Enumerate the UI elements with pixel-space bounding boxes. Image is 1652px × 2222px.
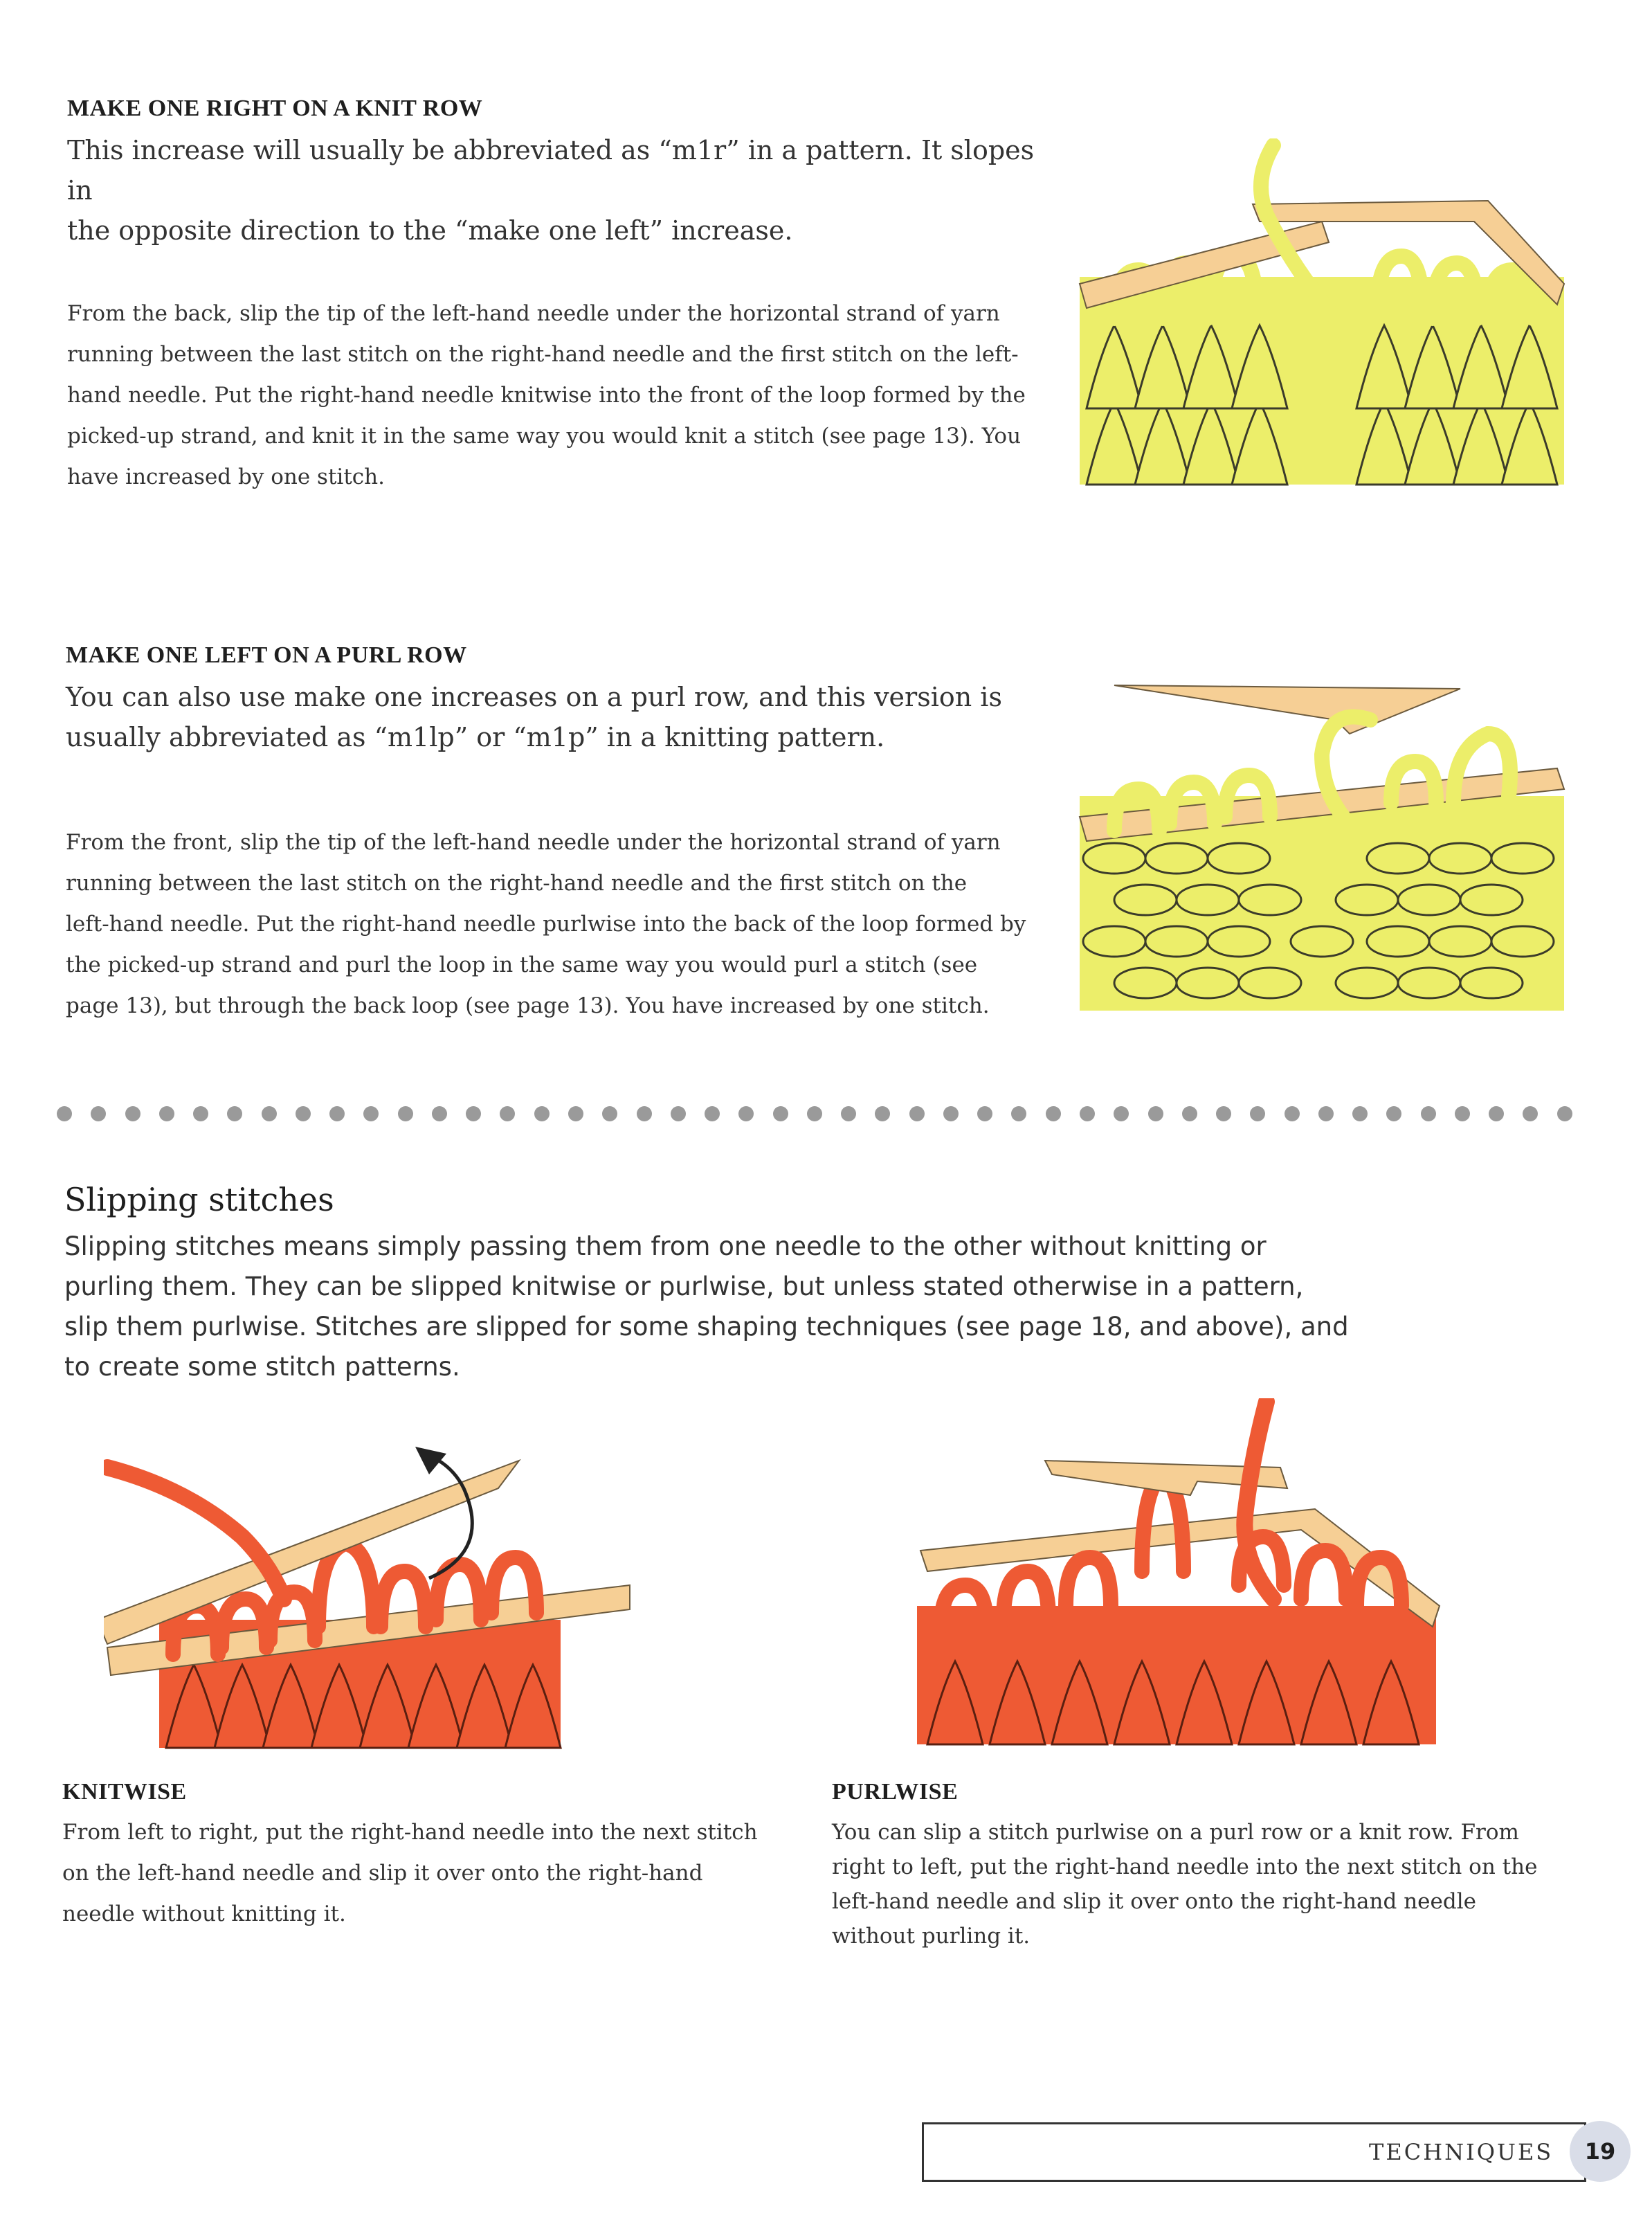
divider-dot — [57, 1106, 72, 1121]
divider-dot — [1285, 1106, 1300, 1121]
red-purl-rows — [917, 1606, 1436, 1744]
divider-dot — [363, 1106, 379, 1121]
divider-dot — [841, 1106, 856, 1121]
divider-dot — [1421, 1106, 1436, 1121]
caption-heading-purlwise: PURLWISE — [832, 1779, 959, 1805]
divider-dot — [193, 1106, 208, 1121]
upper-needle — [1114, 685, 1460, 734]
illustration-make-one-left-purl — [1073, 678, 1571, 1018]
illustration-make-one-right-knit — [1073, 138, 1571, 491]
divider-dot — [671, 1106, 686, 1121]
divider-dot — [1318, 1106, 1334, 1121]
divider-dot — [1148, 1106, 1163, 1121]
caption-body-purlwise: You can slip a stitch purlwise on a purl row or a knit row. From right to left, put the right-hand needle into the next stitch on the left-hand needle and slip it over onto the right-hand needle without purling it. — [832, 1820, 1538, 1949]
section-intro-m1r: This increase will usually be abbreviated as “m1r” in a pattern. It slopes in the opposite direction to the “make one left” increase. — [67, 135, 1035, 246]
divider-dot — [125, 1106, 140, 1121]
divider-dot — [705, 1106, 720, 1121]
divider-dot — [1080, 1106, 1095, 1121]
divider-dot — [1250, 1106, 1265, 1121]
divider-dot — [1216, 1106, 1231, 1121]
dotted-divider — [57, 1106, 1572, 1121]
caption-body-knitwise: From left to right, put the right-hand needle into the next stitch on the left-hand needle and slip it over onto the right-hand needle without knitting it. — [62, 1820, 758, 1926]
purlwise-working-yarn — [1244, 1402, 1273, 1599]
section-heading-m1lp: MAKE ONE LEFT ON A PURL ROW — [66, 642, 467, 668]
section-intro-slipping: Slipping stitches means simply passing them from one needle to the other without knitting or purling them. They can be slipped knitwise or purlwise, but unless stated otherwise in a pattern, slip them purlwise. Stitches are slipped for some shaping techniques (see page 18, and above), and to create some stitch patterns. — [64, 1231, 1349, 1382]
section-intro-m1lp: You can also use make one increases on a purl row, and this version is usually abbreviated as “m1lp” or “m1p” in a knitting pattern. — [66, 682, 1002, 752]
divider-dot — [1386, 1106, 1401, 1121]
section-heading-m1r: MAKE ONE RIGHT ON A KNIT ROW — [67, 96, 483, 121]
section-title-slipping: Slipping stitches — [64, 1181, 334, 1218]
divider-dot — [1455, 1106, 1470, 1121]
divider-dot — [1352, 1106, 1368, 1121]
divider-dot — [909, 1106, 925, 1121]
section-body-m1lp: From the front, slip the tip of the left-hand needle under the horizontal strand of yarn running between the last stitch on the right-hand needle and the first stitch on the left-hand needle. Put the right-hand needle purlwise into the back of the loop formed by the picked-up strand and purl the loop in the same way you would purl a stitch (see page 13), but through the back loop (see page 13). You have increased by one stitch. — [66, 830, 1026, 1018]
divider-dot — [296, 1106, 311, 1121]
divider-dot — [432, 1106, 447, 1121]
divider-dot — [943, 1106, 959, 1121]
divider-dot — [977, 1106, 992, 1121]
divider-dot — [534, 1106, 550, 1121]
illustration-slip-knitwise — [104, 1419, 637, 1751]
divider-dot — [227, 1106, 242, 1121]
divider-dot — [262, 1106, 277, 1121]
divider-dot — [875, 1106, 890, 1121]
divider-dot — [91, 1106, 106, 1121]
divider-dot — [1046, 1106, 1061, 1121]
divider-dot — [807, 1106, 822, 1121]
divider-dot — [1523, 1106, 1538, 1121]
divider-dot — [500, 1106, 515, 1121]
divider-dot — [568, 1106, 583, 1121]
footer-section-label: TECHNIQUES — [1369, 2139, 1554, 2165]
divider-dot — [637, 1106, 652, 1121]
divider-dot — [1182, 1106, 1197, 1121]
divider-dot — [159, 1106, 174, 1121]
divider-dot — [329, 1106, 345, 1121]
divider-dot — [1557, 1106, 1572, 1121]
section-body-m1r: From the back, slip the tip of the left-hand needle under the horizontal strand of yarn running between the last stitch on the right-hand needle and the first stitch on the left- hand needle. Put the right-hand needle knitwise into the front of the loop formed by the picked-up strand, and knit it in the same way you would knit a stitch (see page 13). You have increased by one stitch. — [67, 301, 1026, 489]
divider-dot — [1011, 1106, 1026, 1121]
caption-heading-knitwise: KNITWISE — [62, 1779, 187, 1805]
divider-dot — [398, 1106, 413, 1121]
divider-dot — [602, 1106, 617, 1121]
divider-dot — [466, 1106, 481, 1121]
illustration-slip-purlwise — [914, 1398, 1446, 1751]
divider-dot — [773, 1106, 788, 1121]
divider-dot — [1489, 1106, 1504, 1121]
page-number-badge: 19 — [1570, 2121, 1631, 2182]
divider-dot — [1114, 1106, 1129, 1121]
divider-dot — [738, 1106, 754, 1121]
